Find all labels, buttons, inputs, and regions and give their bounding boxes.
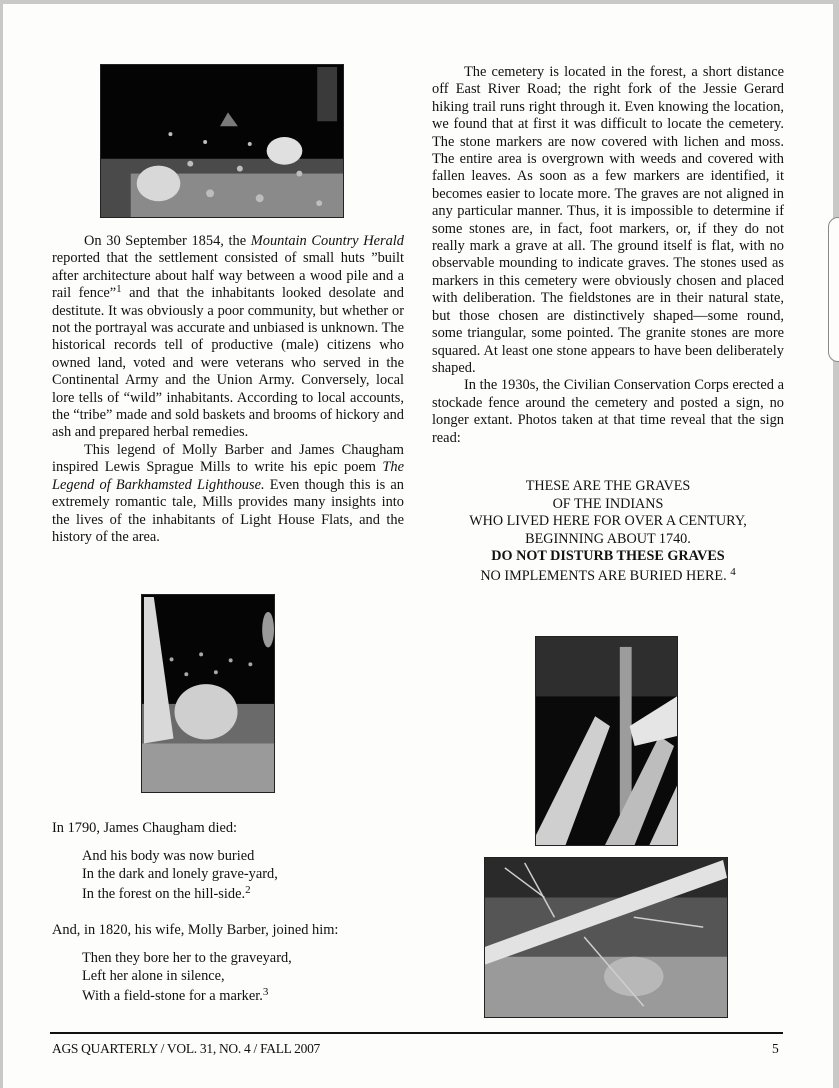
paragraph-ccc-sign: In the 1930s, the Civilian Conservation Corps erected a stockade fence around the cemetery and posted a sign, no longer extant. Photos taken at that time reveal that the sign read: [432, 377, 784, 446]
page-number: 5 [772, 1041, 779, 1056]
photo-pointed-and-round-stones [141, 594, 275, 793]
footnote-ref-1[interactable]: 1 [116, 283, 122, 296]
poem-title: The Legend of Barkhamsted Lighthouse. [52, 459, 404, 493]
footer-publication: AGS QUARTERLY / VOL. 31, NO. 4 / FALL 2007 [52, 1041, 320, 1056]
paragraph-legend: This legend of Molly Barber and James Chaugham inspired Lewis Sprague Mills to write his epic poem The Legend of Barkhamsted Lighthouse. Even though this is an extremely romantic tale, Mills provides many insights into the lives of the inhabitants of Light House Flats, and the history of the area. [52, 441, 404, 545]
poem-intro-1: In 1790, James Chaugham died: [52, 820, 238, 836]
paragraph-herald: On 30 September 1854, the Mountain Country Herald reported that the settlement consisted of small huts ”built after architecture about half way between a wood pile and a rail fence”$^1$ and that the inhabitants looked desolate and destitute. It was obviously a poor community, but whether or not the portrayal was accurate and unbiased is unknown. The historical records tell of productive (male) citizens who owned land, voted and were veterans who served in the Continental Army and the Union Army. Conversely, local lore tells of “wild” inhabitants. According to local accounts, the “tribe” made and sold baskets and brooms of hickory and ash and prepared herbal remedies. [52, 233, 404, 441]
photo-graves-forest-floor [100, 64, 344, 218]
sign-quote: THESE ARE THE GRAVES OF THE INDIANS WHO LIVED HERE FOR OVER A CENTURY, BEGINNING ABOUT 1740. DO NOT DISTURB THESE GRAVES NO IMPLEMENTS ARE BURIED HERE. $^4$ [469, 478, 747, 584]
right-column-text [432, 64, 784, 447]
poem-stanza-2: Then they bore her to the graveyard, Left her alone in silence, With a field-stone for a marker.$^3$ [82, 950, 292, 1005]
scroll-handle[interactable] [828, 217, 839, 362]
footer-divider [50, 1032, 783, 1034]
left-column-text [52, 233, 404, 546]
footnote-ref-2[interactable]: 2 [245, 884, 251, 897]
paragraph-cemetery-location: The cemetery is located in the forest, a short distance off East River Road; the right fork of the Jessie Gerard hiking trail runs right through it. Even knowing the location, we found that at first it was difficult to locate the cemetery. The stone markers are now covered with lichen and moss. The entire area is overgrown with weeds and covered with fallen leaves. As soon as a few markers are identified, it becomes easier to locate more. The graves are not aligned in any particular manner. Thus, it is impossible to determine if some stones are, in fact, foot markers, or, if they do not really mark a grave at all. The ground itself is flat, with no observable mounding to indicate graves. The stones used as markers in this cemetery were obviously chosen and placed with deliberation. The fieldstones are in their natural state, but those chosen are distinctively shaped—some round, some triangular, some pointed. The granite stones are more squared. At least one stone appears to have been deliberately shaped. [432, 64, 784, 376]
footnote-ref-3[interactable]: 3 [262, 986, 269, 999]
poem-stanza-1: And his body was now buried In the dark and lonely grave-yard, In the forest on the hill-side.$^2$ [82, 848, 278, 903]
newspaper-title: Mountain Country Herald [250, 233, 404, 249]
photo-stockade-fence-posts [535, 636, 678, 846]
poem-intro-2: And, in 1820, his wife, Molly Barber, joined him: [52, 922, 339, 938]
footnote-ref-4[interactable]: 4 [730, 565, 736, 578]
photo-fallen-fence-rail [484, 857, 728, 1018]
